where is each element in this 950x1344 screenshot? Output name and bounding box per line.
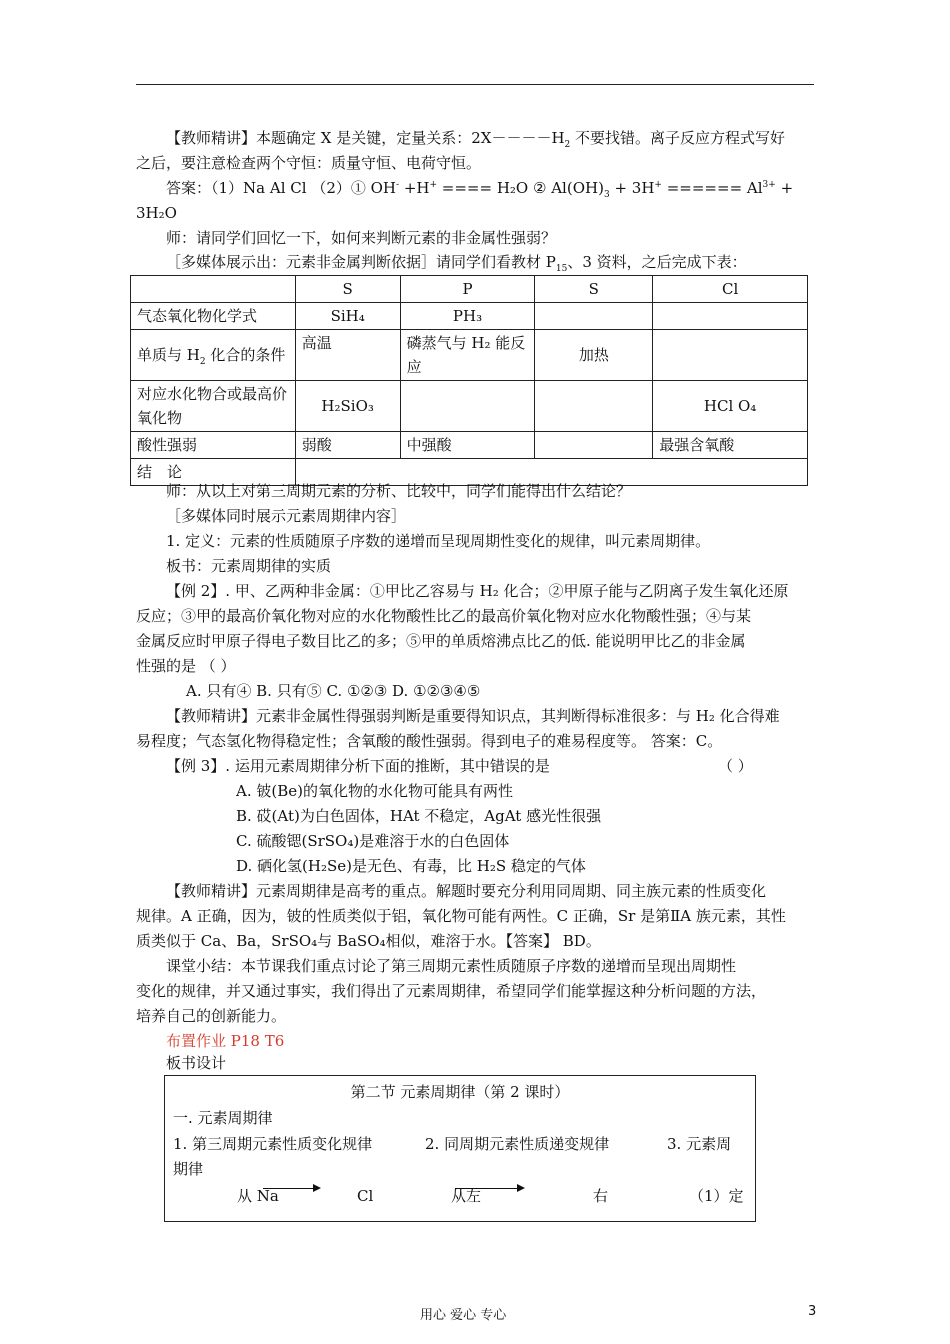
table-cell: HCl O₄	[653, 381, 808, 432]
example-3-paren: （ ）	[718, 757, 753, 775]
table-cell: 气态氧化物化学式	[131, 303, 296, 330]
table-cell	[653, 303, 808, 330]
box-from-na: 从 Na	[237, 1187, 279, 1205]
arrow-right-icon	[455, 1188, 523, 1189]
table-cell: PH₃	[400, 303, 535, 330]
board-note: 板书：元素周期律的实质	[166, 557, 332, 575]
table-cell: 酸性强弱	[131, 432, 296, 459]
table-header-cell: Cl	[653, 276, 808, 303]
example-2-line-4: 性强的是 （ ）	[136, 657, 236, 675]
table-row	[131, 432, 808, 459]
table-row	[131, 381, 808, 432]
table-cell: 对应水化物合或最高价氧化物	[131, 381, 296, 432]
table-row	[131, 330, 808, 381]
board-design-box	[164, 1075, 756, 1222]
table-header-cell: S	[295, 276, 400, 303]
homework-line: 布置作业 P18 T6	[166, 1032, 285, 1050]
table-header-cell: P	[400, 276, 535, 303]
table-cell: 最强含氧酸	[653, 432, 808, 459]
example-2-line-2: 反应；③甲的最高价氧化物对应的水化物酸性比乙的最高价氧化物对应水化物酸性强；④与某	[136, 607, 752, 625]
table-header-cell	[131, 276, 296, 303]
summary-line-3: 培养自己的创新能力。	[136, 1007, 287, 1025]
box-title: 第二节 元素周期律（第 2 课时）	[350, 1083, 570, 1101]
nonmetal-comparison-table	[130, 275, 808, 486]
table-row	[131, 303, 808, 330]
box-from-left: 从左	[451, 1187, 482, 1205]
teacher-explain-3-line-1: 【教师精讲】元素周期律是高考的重点。解题时要充分利用同周期、同主族元素的性质变化	[166, 882, 767, 900]
table-cell	[400, 381, 535, 432]
page-number: 3	[808, 1304, 817, 1319]
box-right: 右	[593, 1187, 609, 1205]
box-law-2: 2. 同周期元素性质递变规律	[425, 1135, 610, 1153]
box-cl: Cl	[357, 1187, 374, 1205]
paragraph-teacher-explain-1: 【教师精讲】本题确定 X 是关键，定量关系：$2X----H_2$ 不要找错。离子反应方程式写好	[166, 129, 786, 150]
header-rule	[136, 84, 814, 85]
table-cell: 弱酸	[295, 432, 400, 459]
teacher-explain-2-line-2: 易程度；气态氢化物得稳定性；含氧酸的酸性强弱。得到电子的难易程度等。 答案：C。	[136, 732, 723, 750]
example-2-line-1: 【例 2】. 甲、乙两种非金属：①甲比乙容易与 H₂ 化合；②甲原子能与乙阴离子发生氧化还原	[166, 582, 789, 600]
example-3-option-d: D. 硒化氢(H₂Se)是无色、有毒，比 H₂S 稳定的气体	[236, 857, 586, 875]
table-cell: 中强酸	[400, 432, 535, 459]
example-3-option-c: C. 硫酸锶(SrSO₄)是难溶于水的白色固体	[236, 832, 510, 850]
table-cell: 单质与 $H_2$ 化合的条件	[131, 330, 296, 381]
box-law-1: 1. 第三周期元素性质变化规律	[173, 1135, 373, 1153]
table-cell	[653, 330, 808, 381]
table-cell: H₂SiO₃	[295, 381, 400, 432]
example-3-option-b: B. 砹(At)为白色固体，HAt 不稳定，AgAt 感光性很强	[236, 807, 602, 825]
table-cell	[535, 303, 653, 330]
table-cell: 磷蒸气与 H₂ 能反应	[400, 330, 535, 381]
teacher-question-1: 师：请同学们回忆一下，如何来判断元素的非金属性强弱？	[166, 229, 557, 247]
table-header-row	[131, 276, 808, 303]
teacher-explain-3-line-2: 规律。A 正确，因为，铍的性质类似于铝，氧化物可能有两性。C 正确，Sr 是第ⅡA 族元素，其性	[136, 907, 786, 925]
summary-line-1: 课堂小结：本节课我们重点讨论了第三周期元素性质随原子序数的递增而呈现出周期性	[166, 957, 737, 975]
table-header-cell: S	[535, 276, 653, 303]
table-cell	[535, 381, 653, 432]
definition-line: 1. 定义：元素的性质随原子序数的递增而呈现周期性变化的规律，叫元素周期律。	[166, 532, 711, 550]
answer-line-1: 答案：（1）Na Al Cl （2）① OH- +H+ ==== H₂O ② $Al(OH)_3 + 3H^+$ ====== $Al^{3+}$ +	[166, 179, 794, 200]
example-2-line-3: 金属反应时甲原子得电子数目比乙的多；⑤甲的单质熔沸点比乙的低. 能说明甲比乙的非金属	[136, 632, 746, 650]
table-cell: 加热	[535, 330, 653, 381]
example-3-stem: 【例 3】. 运用元素周期律分析下面的推断，其中错误的是	[166, 757, 550, 775]
board-design-label: 板书设计	[166, 1054, 227, 1072]
table-cell	[535, 432, 653, 459]
arrow-right-icon	[263, 1188, 319, 1189]
footer-motto: 用心 爱心 专心	[420, 1308, 507, 1323]
teacher-explain-3-line-3: 质类似于 Ca、Ba，SrSO₄与 BaSO₄相似，难溶于水。【答案】 BD。	[136, 932, 601, 950]
box-definition: （1）定	[689, 1187, 744, 1205]
paragraph-teacher-explain-1-line2: 之后，要注意检查两个守恒：质量守恒、电荷守恒。	[136, 154, 482, 172]
media-note-1: ［多媒体展示出：元素非金属判断依据］请同学们看教材 $P_{15}$、3 资料，之后完成下表：	[166, 253, 747, 274]
teacher-question-2: 师：从以上对第三周期元素的分析、比较中，同学们能得出什么结论？	[166, 482, 632, 500]
table-cell: SiH₄	[295, 303, 400, 330]
media-note-2: ［多媒体同时展示元素周期律内容］	[166, 507, 407, 525]
table-cell: 结 论	[131, 459, 296, 486]
teacher-explain-2-line-1: 【教师精讲】元素非金属性得强弱判断是重要得知识点，其判断得标准很多：与 H₂ 化合得难	[166, 707, 780, 725]
example-3-option-a: A. 铍(Be)的氧化物的水化物可能具有两性	[236, 782, 513, 800]
table-cell: 高温	[295, 330, 400, 381]
answer-line-2: 3H₂O	[136, 204, 177, 222]
summary-line-2: 变化的规律，并又通过事实，我们得出了元素周期律，希望同学们能掌握这种分析问题的方法，	[136, 982, 767, 1000]
box-law-3-cont: 期律	[173, 1160, 204, 1178]
example-2-options: A. 只有④ B. 只有⑤ C. ①②③ D. ①②③④⑤	[186, 682, 481, 700]
box-law-3: 3. 元素周	[667, 1135, 732, 1153]
box-item-1: 一. 元素周期律	[173, 1109, 273, 1127]
